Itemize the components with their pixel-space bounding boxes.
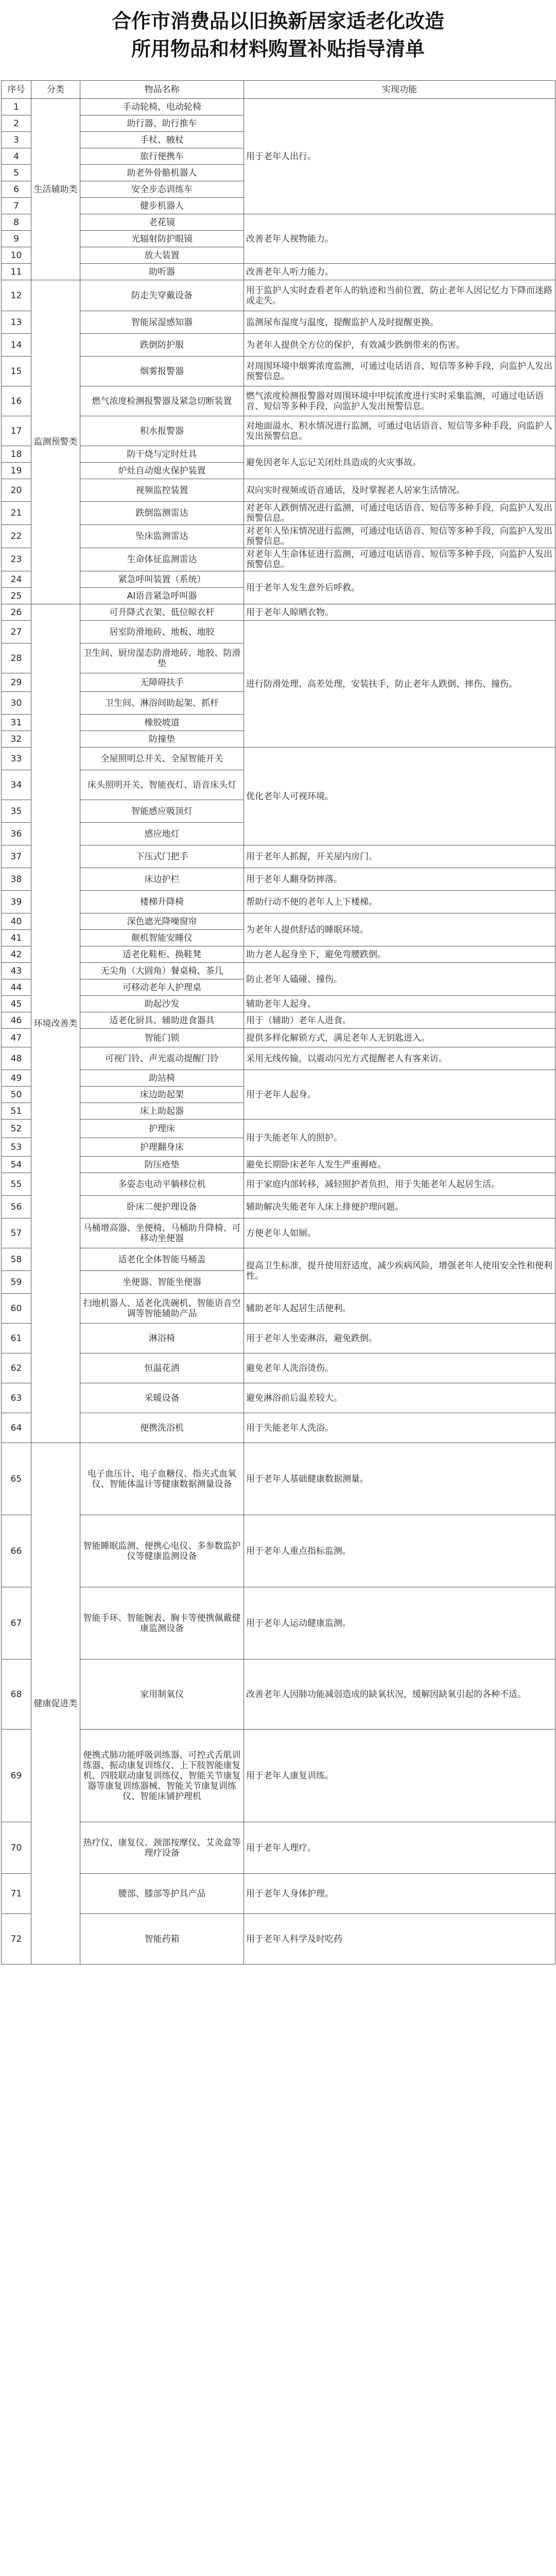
item-name: 无障碍扶手 [80,673,244,692]
table-row [2,525,555,548]
function-description: 监测尿布湿度与温度，提醒监护人及时提醒更换。 [244,311,555,334]
row-number: 63 [2,1383,31,1413]
table-row [2,913,555,930]
item-name: 颠机智能安睡仪 [80,930,244,946]
row-number: 39 [2,891,31,913]
item-name: 下压式门把手 [80,845,244,868]
item-name: AI语音紧急呼叫器 [80,588,244,604]
item-name: 跌倒监测雷达 [80,502,244,525]
function-description: 对老年人坠床情况进行监测，可通过电话语音、短信等多种手段，向监护人发出预警信息。 [244,525,555,548]
table-row [2,604,555,621]
function-description: 方便老年人如厕。 [244,1218,555,1248]
row-number: 15 [2,357,31,386]
table-row [2,502,555,525]
item-name: 可升降式衣架、低位晾衣杆 [80,604,244,621]
table-row [2,1047,555,1070]
table-row [2,1173,555,1196]
function-description: 双向实时视频或语音通话，及时掌握老人居家生活情况。 [244,479,555,502]
row-number: 67 [2,1587,31,1659]
item-name: 手杖、腋杖 [80,132,244,148]
row-number: 52 [2,1120,31,1138]
table-row [2,357,555,386]
row-number: 34 [2,770,31,800]
item-name: 可视门铃、声光震动提醒门铃 [80,1047,244,1070]
row-number: 20 [2,479,31,502]
function-description: 优化老年人可视环境。 [244,748,555,845]
item-name: 卧床二便护理设备 [80,1196,244,1218]
function-description: 提高卫生标准，提升使用舒适度，减少疾病风险，增强老年人使用安全性和便利性。 [244,1248,555,1294]
item-name: 全屋照明总开关、全屋智能开关 [80,748,244,770]
function-description: 辅助老年人起身。 [244,996,555,1012]
row-number: 11 [2,264,31,280]
item-name: 智能睡眠监测、便携心电仪、多参数监护仪等健康监测设备 [80,1515,244,1587]
row-number: 61 [2,1324,31,1353]
table-row [2,334,555,357]
item-name: 烟雾报警器 [80,357,244,386]
row-number: 29 [2,673,31,692]
function-description: 用于老年人晾晒衣物。 [244,604,555,621]
table-row [2,946,555,963]
table-row [2,99,555,115]
item-name: 智能尿湿感知器 [80,311,244,334]
table-row [2,571,555,588]
function-description: 用于家庭内部转移，减轻照护者负担，用于失能老年人起居生活。 [244,1173,555,1196]
row-number: 42 [2,946,31,963]
item-name: 腰部、膝部等护具产品 [80,1874,244,1914]
table-row [2,963,555,979]
table-row [2,1914,555,1964]
item-name: 防压疮垫 [80,1157,244,1173]
item-name: 扫地机器人、适老化洗碗机、智能语音空调等智能辅助产品 [80,1294,244,1324]
row-number: 66 [2,1515,31,1587]
category-cell: 健康促进类 [31,1443,80,1964]
table-row [2,1730,555,1822]
table-row [2,621,555,643]
row-number: 59 [2,1271,31,1294]
item-name: 床头照明开关、智能夜灯、语音床头灯 [80,770,244,800]
row-number: 32 [2,731,31,748]
header-category: 分类 [31,81,80,99]
function-description: 改善老年人听力能力。 [244,264,555,280]
row-number: 22 [2,525,31,548]
table-row [2,1874,555,1914]
category-cell: 生活辅助类 [31,99,80,280]
row-number: 31 [2,715,31,731]
item-name: 多姿态电动平躺移位机 [80,1173,244,1196]
item-name: 护理床 [80,1120,244,1138]
item-name: 手动轮椅、电动轮椅 [80,99,244,115]
function-description: 改善老年人因肺功能减弱造成的缺氧状况，缓解因缺氧引起的各种不适。 [244,1659,555,1730]
function-description: 用于老年人出行。 [244,99,555,214]
row-number: 44 [2,979,31,996]
table-row [2,1248,555,1271]
row-number: 56 [2,1196,31,1218]
item-name: 居室防滑地砖、地板、地胶 [80,621,244,643]
item-name: 适老化全体智能马桶盖 [80,1248,244,1271]
function-description: 用于老年人发生意外后呼救。 [244,571,555,604]
item-name: 放大装置 [80,247,244,264]
item-name: 视频监控装置 [80,479,244,502]
row-number: 5 [2,165,31,181]
item-name: 护理翻身床 [80,1138,244,1157]
item-name: 无尖角（大圆角）餐桌椅、茶几 [80,963,244,979]
item-name: 防走失穿戴设备 [80,280,244,311]
row-number: 26 [2,604,31,621]
function-description: 对地面溢水、积水情况进行监测，可通过电话语音、短信等多种手段，向监护人发出预警信息。 [244,416,555,446]
function-description: 用于（辅助）老年人进食。 [244,1012,555,1029]
row-number: 9 [2,231,31,247]
item-name: 健步机器人 [80,198,244,214]
table-row [2,1196,555,1218]
function-description: 用于老年人科学及时吃药 [244,1914,555,1964]
table-row [2,479,555,502]
row-number: 28 [2,643,31,673]
row-number: 35 [2,800,31,823]
row-number: 23 [2,548,31,571]
item-name: 家用制氧仪 [80,1659,244,1730]
header-no: 序号 [2,81,31,99]
item-name: 卫生间、厨房湿态防滑地砖、地胶、防滑垫 [80,643,244,673]
function-description: 避免长期卧床老年人发生严重褥疮。 [244,1157,555,1173]
row-number: 10 [2,247,31,264]
table-row [2,868,555,891]
function-description: 避免因老年人忘记关闭灶具造成的火灾事故。 [244,446,555,479]
table-row [2,891,555,913]
item-name: 旅行便携车 [80,148,244,165]
function-description: 用于老年人重点指标监测。 [244,1515,555,1587]
function-description: 辅助解决失能老年人床上排便护理问题。 [244,1196,555,1218]
row-number: 3 [2,132,31,148]
table-row [2,1413,555,1443]
title-line-1: 合作市消费品以旧换新居家适老化改造 [111,10,444,32]
row-number: 45 [2,996,31,1012]
row-number: 54 [2,1157,31,1173]
table-row [2,280,555,311]
table-row [2,1353,555,1383]
item-name: 适老化鞋柜、换鞋凳 [80,946,244,963]
row-number: 53 [2,1138,31,1157]
item-name: 助起沙发 [80,996,244,1012]
row-number: 55 [2,1173,31,1196]
function-description: 用于老年人翻身防摔落。 [244,868,555,891]
table-row [2,1659,555,1730]
header-item: 物品名称 [80,81,244,99]
function-description: 用于老年人身体护理。 [244,1874,555,1914]
item-name: 坐便器、智能坐便器 [80,1271,244,1294]
row-number: 40 [2,913,31,930]
row-number: 24 [2,571,31,588]
function-description: 助力老人起身坐下，避免弯腰跌倒。 [244,946,555,963]
row-number: 36 [2,823,31,845]
table-row [2,1120,555,1138]
item-name: 智能手环、智能腕表、胸卡等便携佩戴健康监测设备 [80,1587,244,1659]
table-row [2,996,555,1012]
item-name: 床边护栏 [80,868,244,891]
table-row [2,748,555,770]
function-description: 用于老年人基础健康数据测量。 [244,1443,555,1515]
subsidy-list-table [1,80,555,1964]
item-name: 防撞垫 [80,731,244,748]
item-name: 可移动老年人护理桌 [80,979,244,996]
item-name: 热疗仪、康复仪、颈部按摩仪、艾灸盒等理疗设备 [80,1822,244,1874]
item-name: 生命体征监测雷达 [80,548,244,571]
row-number: 7 [2,198,31,214]
row-number: 69 [2,1730,31,1822]
table-row [2,1443,555,1515]
table-row [2,1515,555,1587]
item-name: 感应地灯 [80,823,244,845]
function-description: 用于老年人理疗。 [244,1822,555,1874]
row-number: 60 [2,1294,31,1324]
item-name: 紧急呼叫装置（系统） [80,571,244,588]
item-name: 光辐射防护眼镜 [80,231,244,247]
row-number: 64 [2,1413,31,1443]
category-cell: 监测预警类 [31,280,80,604]
item-name: 助老外骨骼机器人 [80,165,244,181]
function-description: 采用无线传输，以震动闪光方式提醒老人有客来访。 [244,1047,555,1070]
row-number: 41 [2,930,31,946]
row-number: 48 [2,1047,31,1070]
document-title [0,7,556,63]
item-name: 智能门锁 [80,1029,244,1047]
item-name: 助行器、助行推车 [80,115,244,132]
row-number: 14 [2,334,31,357]
row-number: 33 [2,748,31,770]
row-number: 6 [2,181,31,198]
row-number: 4 [2,148,31,165]
item-name: 橡胶坡道 [80,715,244,731]
table-row [2,1587,555,1659]
item-name: 积水报警器 [80,416,244,446]
row-number: 8 [2,214,31,231]
title-line-2: 所用物品和材料购置补贴指导清单 [131,38,425,60]
table-row [2,1218,555,1248]
item-name: 淋浴椅 [80,1324,244,1353]
row-number: 46 [2,1012,31,1029]
table-row [2,416,555,446]
item-name: 床边助起架 [80,1087,244,1103]
row-number: 43 [2,963,31,979]
item-name: 适老化厨具、辅助进食器具 [80,1012,244,1029]
item-name: 采暖设备 [80,1383,244,1413]
row-number: 21 [2,502,31,525]
item-name: 燃气浓度检测报警器及紧急切断装置 [80,386,244,416]
item-name: 老花镜 [80,214,244,231]
row-number: 70 [2,1822,31,1874]
item-name: 电子血压计、电子血糖仪、指夹式血氧仪、智能体温计等健康数据测量设备 [80,1443,244,1515]
table-row [2,214,555,231]
row-number: 19 [2,463,31,479]
item-name: 恒温花洒 [80,1353,244,1383]
function-description: 燃气浓度检测报警器对周围环境中甲烷浓度进行实时采集监测，可通过电话语音、短信等多种手段，向监护人发出预警信息。 [244,386,555,416]
table-row [2,1324,555,1353]
item-name: 楼梯升降椅 [80,891,244,913]
row-number: 50 [2,1087,31,1103]
table-row [2,548,555,571]
function-description: 用于老年人运动健康监测。 [244,1587,555,1659]
row-number: 47 [2,1029,31,1047]
item-name: 安全步态训练车 [80,181,244,198]
item-name: 智能感应吸顶灯 [80,800,244,823]
row-number: 1 [2,99,31,115]
row-number: 16 [2,386,31,416]
item-name: 跌倒防护服 [80,334,244,357]
item-name: 助站椅 [80,1070,244,1087]
function-description: 用于监护人实时查看老年人的轨迹和当前位置，防止老年人因记忆力下降而迷路或走失。 [244,280,555,311]
row-number: 37 [2,845,31,868]
function-description: 提供多样化解锁方式，满足老年人无钥匙进入。 [244,1029,555,1047]
item-name: 坠床监测雷达 [80,525,244,548]
table-row [2,845,555,868]
category-cell: 环境改善类 [31,604,80,1443]
item-name: 马桶增高器、坐便椅、马桶助升降椅、可移动坐便器 [80,1218,244,1248]
function-description: 用于老年人坐姿淋浴，避免跌倒。 [244,1324,555,1353]
function-description: 辅助老年人起居生活便利。 [244,1294,555,1324]
row-number: 49 [2,1070,31,1087]
row-number: 13 [2,311,31,334]
row-number: 25 [2,588,31,604]
row-number: 27 [2,621,31,643]
table-row [2,1157,555,1173]
item-name: 便携式肺功能呼吸训练器、可控式舌肌训练器、振动康复训练仪、上下肢智能康复机、四肢联动康复训练仪、智能关节康复器等康复训练器械、智能关节康复训练仪、智能床铺护理机 [80,1730,244,1822]
row-number: 58 [2,1248,31,1271]
table-row [2,1070,555,1087]
function-description: 帮助行动不便的老年人上下楼梯。 [244,891,555,913]
function-description: 用于老年人起身。 [244,1070,555,1120]
row-number: 51 [2,1103,31,1120]
row-number: 65 [2,1443,31,1515]
table-row [2,1822,555,1874]
function-description: 用于老年人康复训练。 [244,1730,555,1822]
row-number: 62 [2,1353,31,1383]
row-number: 57 [2,1218,31,1248]
row-number: 12 [2,280,31,311]
row-number: 2 [2,115,31,132]
function-description: 改善老年人视物能力。 [244,214,555,264]
row-number: 18 [2,446,31,463]
item-name: 卫生间、淋浴间助起架、抓杆 [80,692,244,715]
function-description: 防止老年人磕碰、撞伤。 [244,963,555,996]
table-row [2,1294,555,1324]
item-name: 智能药箱 [80,1914,244,1964]
item-name: 便携洗浴机 [80,1413,244,1443]
row-number: 72 [2,1914,31,1964]
item-name: 深色遮光降噪窗帘 [80,913,244,930]
function-description: 为老年人提供舒适的睡眠环境。 [244,913,555,946]
table-row [2,311,555,334]
header-function: 实现功能 [244,81,555,99]
table-row [2,386,555,416]
item-name: 炉灶自动熄火保护装置 [80,463,244,479]
table-row [2,1012,555,1029]
function-description: 用于失能老年人洗浴。 [244,1413,555,1443]
item-name: 助听器 [80,264,244,280]
function-description: 对老年人生命体征进行监测，可通过电话语音、短信等多种手段，向监护人发出预警信息。 [244,548,555,571]
table-row [2,1029,555,1047]
item-name: 防干烧与定时灶具 [80,446,244,463]
table-row [2,264,555,280]
table-row [2,446,555,463]
function-description: 避免老年人洗浴烫伤。 [244,1353,555,1383]
function-description: 进行防滑处理、高差处理，安装扶手，防止老年人跌倒、摔伤、撞伤。 [244,621,555,748]
row-number: 30 [2,692,31,715]
function-description: 避免淋浴前后温差较大。 [244,1383,555,1413]
row-number: 71 [2,1874,31,1914]
item-name: 床上助起器 [80,1103,244,1120]
table-row [2,1383,555,1413]
function-description: 为老年人提供全方位的保护，有效减少跌倒带来的伤害。 [244,334,555,357]
function-description: 用于老年人抓握，开关屋内房门。 [244,845,555,868]
function-description: 对老年人跌倒情况进行监测，可通过电话语音、短信等多种手段，向监护人发出预警信息。 [244,502,555,525]
row-number: 68 [2,1659,31,1730]
row-number: 38 [2,868,31,891]
table-header-row [2,81,555,99]
function-description: 用于失能老年人的照护。 [244,1120,555,1157]
function-description: 对周围环境中烟雾浓度监测，可通过电话语音、短信等多种手段，向监护人发出预警信息。 [244,357,555,386]
row-number: 17 [2,416,31,446]
